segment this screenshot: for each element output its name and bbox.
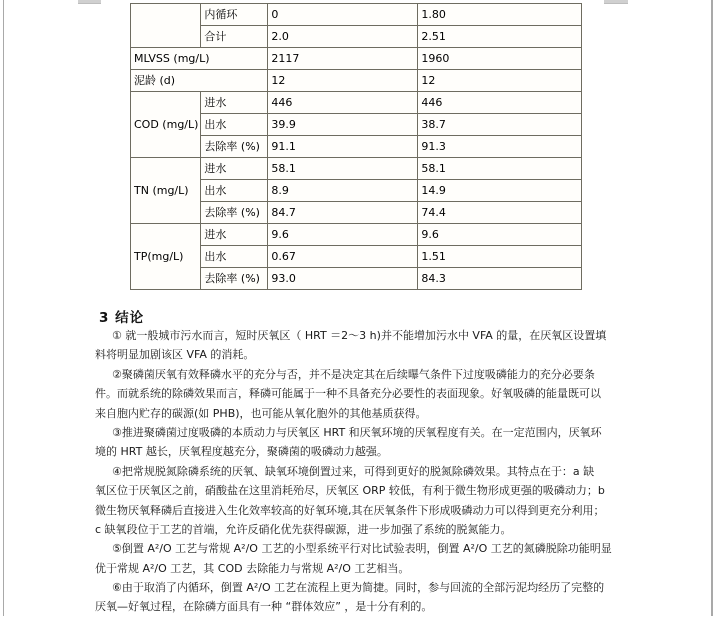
cell-sub-label: 内循环: [201, 4, 268, 26]
cell-value: 84.7: [268, 202, 418, 224]
paragraph-line: ④把常规脱氮除磷系统的厌氧、缺氧环境倒置过来，可得到更好的脱氮除磷效果。其特点在于：a 缺: [112, 464, 595, 478]
cell-value: 2117: [268, 48, 418, 70]
paragraph-line: ⑤倒置 A²/O 工艺与常规 A²/O 工艺的小型系统平行对比试验表明，倒置 A²/O 工艺的氮磷脱除功能明显: [112, 542, 612, 556]
table-row: [131, 92, 582, 114]
cell-group-label: COD (mg/L): [131, 92, 201, 158]
cell-value: 1960: [418, 48, 582, 70]
cell-group-label: MLVSS (mg/L): [131, 48, 268, 70]
table-row: [131, 48, 582, 70]
paragraph-line: c 缺氧段位于工艺的首端，允许反硝化优先获得碳源，进一步加强了系统的脱氮能力。: [95, 522, 512, 536]
cell-value: 0: [268, 4, 418, 26]
cell-value: 8.9: [268, 180, 418, 202]
cell-value: 38.7: [418, 114, 582, 136]
table-row: [131, 158, 582, 180]
cell-sub-label: 进水: [201, 92, 268, 114]
conclusion-text: [95, 326, 622, 617]
cell-value: 58.1: [268, 158, 418, 180]
paragraph-line: 来自胞内贮存的碳源(如 PHB)，也可能从氧化胞外的其他基质获得。: [95, 406, 427, 420]
table-row: [131, 4, 582, 26]
cell-value: 9.6: [418, 224, 582, 246]
paragraph-line: 微生物厌氧释磷后直接进入生化效率较高的好氧环境,其在厌氧条件下形成吸磷动力可以得到更充分利用；: [95, 503, 605, 517]
cell-sub-label: 出水: [201, 114, 268, 136]
table-row: [131, 224, 582, 246]
cell-value: 84.3: [418, 268, 582, 290]
cell-value: 58.1: [418, 158, 582, 180]
cell-value: 91.3: [418, 136, 582, 158]
paragraph-line: 厌氧—好氧过程，在除磷方面具有一种 “群体效应” ，是十分有利的。: [95, 600, 433, 614]
cell-value: 74.4: [418, 202, 582, 224]
window-right-border: [711, 0, 713, 616]
paragraph-line: 境的 HRT 越长，厌氧程度越充分，聚磷菌的吸磷动力越强。: [95, 445, 388, 459]
cell-group-label: 泥龄 (d): [131, 70, 268, 92]
cell-value: 93.0: [268, 268, 418, 290]
cell-value: 0.67: [268, 246, 418, 268]
paragraph-line: ① 就一般城市污水而言，短时厌氧区（ HRT ＝2～3 h)并不能增加污水中 VFA 的量，在厌氧区设置填: [112, 329, 607, 342]
cell-value: 446: [418, 92, 582, 114]
cell-sub-label: 合计: [201, 26, 268, 48]
cell-sub-label: 出水: [201, 246, 268, 268]
paragraph-line: 件。而就系统的除磷效果而言，释磷可能属于一种不具备充分必要性的表面现象。好氧吸磷的能量既可以: [95, 387, 601, 401]
cell-sub-label: 去除率 (%): [201, 202, 268, 224]
cell-group-label: TP(mg/L): [131, 224, 201, 290]
cell-value: 91.1: [268, 136, 418, 158]
results-table: [130, 3, 582, 290]
paragraph-line: 优于常规 A²/O 工艺，其 COD 去除能力与常规 A²/O 工艺相当。: [95, 561, 410, 575]
paragraph-line: ⑥由于取消了内循环，倒置 A²/O 工艺在流程上更为简捷。同时，参与回流的全部污泥均经历了完整的: [112, 581, 605, 595]
cell-value: 9.6: [268, 224, 418, 246]
top-cutoff-fragment-left: [78, 0, 101, 4]
paragraph-line: 料将明显加剧该区 VFA 的消耗。: [95, 348, 255, 362]
cell-value: 446: [268, 92, 418, 114]
cell-group-label: [131, 4, 201, 48]
cell-value: 1.80: [418, 4, 582, 26]
paragraph-line: ②聚磷菌厌氧有效释磷水平的充分与否，并不是决定其在后续曝气条件下过度吸磷能力的充分必要条: [112, 367, 595, 381]
table-row: [131, 70, 582, 92]
cell-value: 12: [268, 70, 418, 92]
cell-value: 39.9: [268, 114, 418, 136]
cell-sub-label: 进水: [201, 158, 268, 180]
cell-value: 2.0: [268, 26, 418, 48]
cell-sub-label: 进水: [201, 224, 268, 246]
top-cutoff-fragment-right: [604, 0, 628, 4]
cell-group-label: TN (mg/L): [131, 158, 201, 224]
section-heading: 3 结论: [99, 310, 145, 326]
cell-sub-label: 去除率 (%): [201, 268, 268, 290]
cell-value: 1.51: [418, 246, 582, 268]
cell-sub-label: 出水: [201, 180, 268, 202]
cell-value: 2.51: [418, 26, 582, 48]
window-left-border: [3, 0, 4, 616]
cell-value: 14.9: [418, 180, 582, 202]
paragraph-line: 氧区位于厌氧区之前，硝酸盐在这里消耗殆尽，厌氧区 ORP 较低，有利于微生物形成更强的吸磷动力；b: [95, 484, 605, 498]
paragraph-line: ③推进聚磷菌过度吸磷的本质动力与厌氧区 HRT 和厌氧环境的厌氧程度有关。在一定范围内，厌氧环: [112, 425, 602, 439]
cell-value: 12: [418, 70, 582, 92]
cell-sub-label: 去除率 (%): [201, 136, 268, 158]
